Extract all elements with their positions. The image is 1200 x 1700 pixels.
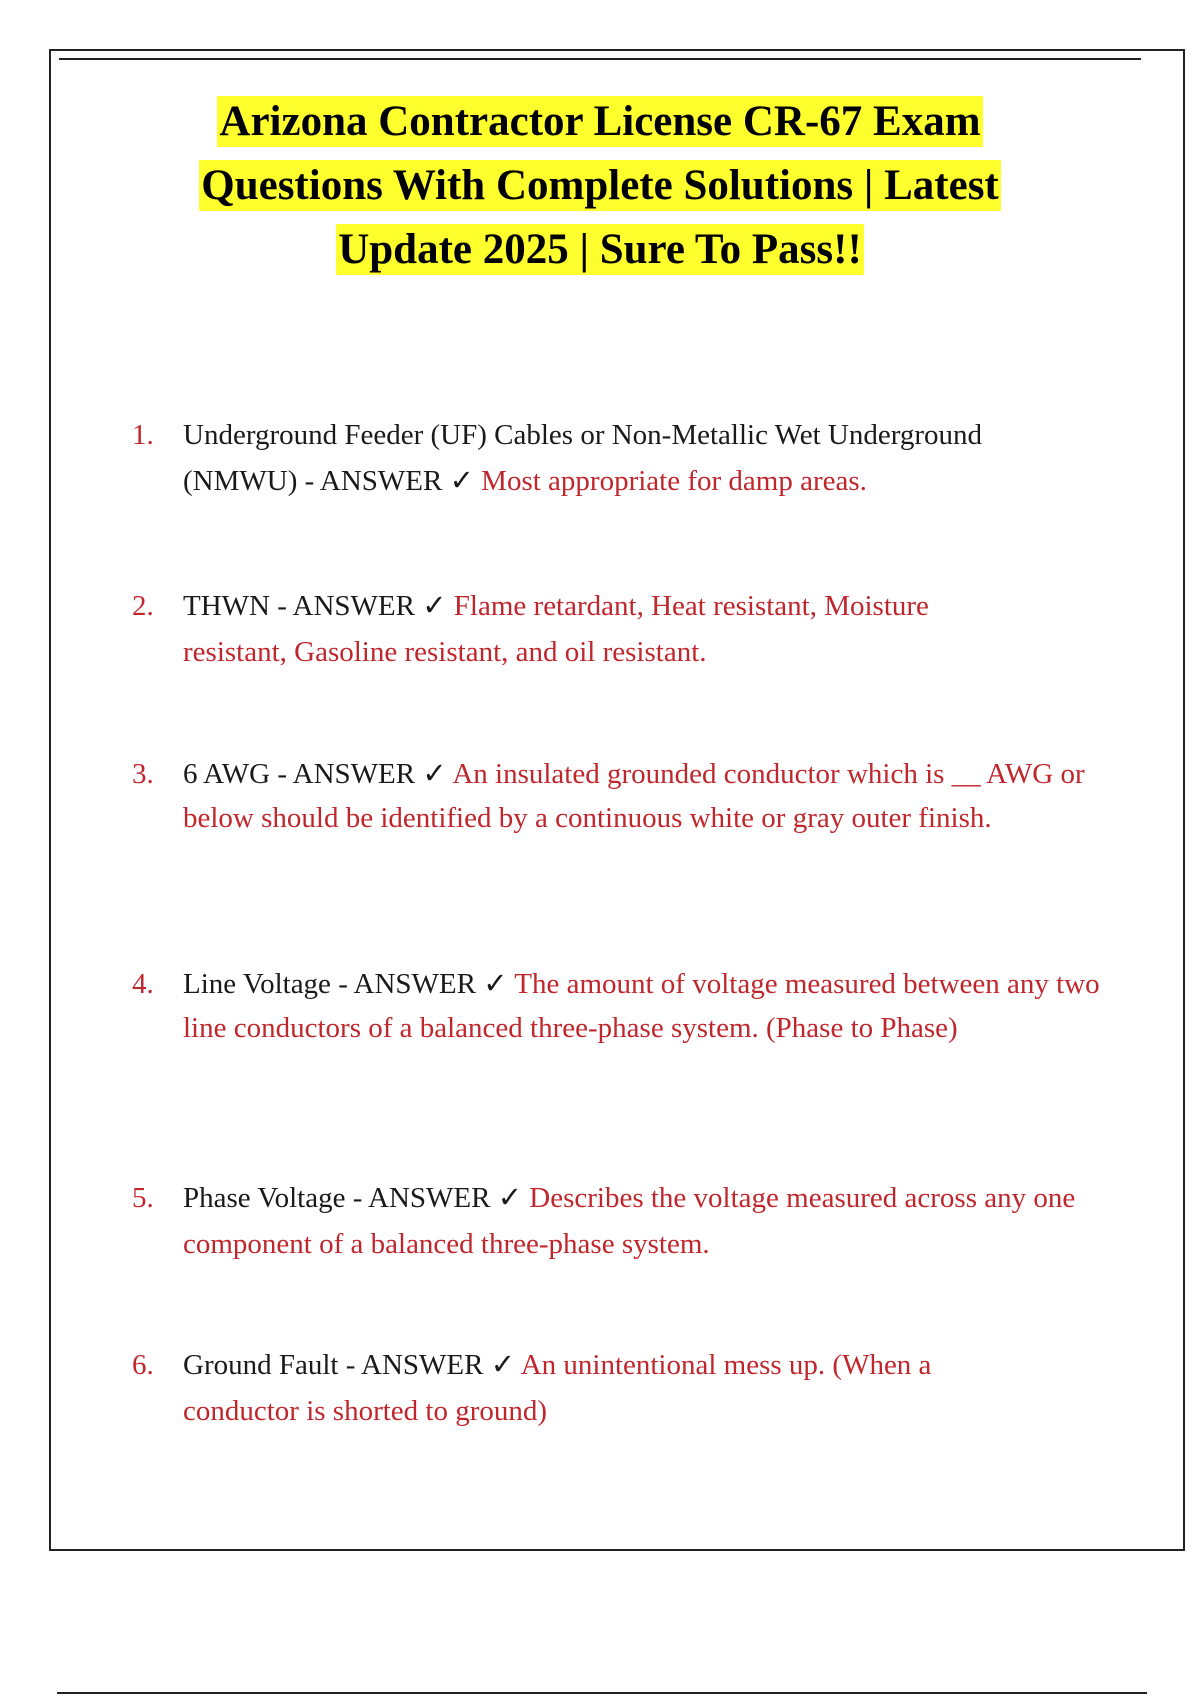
qa-item-1 [132, 412, 1092, 504]
answer-marker: - ANSWER ✓ [277, 590, 447, 622]
item-number: 2. [132, 590, 154, 622]
item-text [183, 1342, 1032, 1434]
item-answer: Flame retardant, Heat resistant, Moisture resistant, Gasoline resistant, and oil resistant. [183, 590, 929, 668]
item-answer: Describes the voltage measured across any one component of a balanced three-phase system. [183, 1182, 1076, 1260]
item-answer: An insulated grounded conductor which is __ AWG or below should be identified by a continuous white or gray outer finish. [183, 758, 1085, 834]
item-text [183, 1175, 1092, 1267]
item-question: THWN [183, 590, 270, 622]
item-question: Underground Feeder (UF) Cables or Non-Metallic Wet Underground (NMWU) [183, 419, 983, 497]
item-answer: An unintentional mess up. (When a conductor is shorted to ground) [183, 1349, 932, 1427]
title-line-1: Arizona Contractor License CR-67 Exam [219, 98, 981, 145]
item-question: Line Voltage [183, 968, 331, 1000]
item-answer: The amount of voltage measured between any two line conductors of a balanced three-phase system. (Phase to Phase) [183, 968, 1100, 1044]
title-line-2: Questions With Complete Solutions | Latest [201, 162, 999, 209]
qa-item-6 [132, 1342, 1032, 1434]
answer-marker: - ANSWER ✓ [338, 968, 508, 1000]
item-number: 3. [132, 758, 154, 790]
item-question: Ground Fault [183, 1349, 339, 1381]
item-number: 6. [132, 1349, 154, 1381]
top-rule [59, 58, 1141, 60]
item-text [183, 752, 1092, 840]
item-question: Phase Voltage [183, 1182, 346, 1214]
qa-item-5 [132, 1175, 1092, 1267]
item-answer: Most appropriate for damp areas. [481, 465, 867, 497]
item-number: 1. [132, 419, 154, 451]
item-question: 6 AWG [183, 758, 271, 790]
qa-item-3 [132, 752, 1092, 840]
title-line-3: Update 2025 | Sure To Pass!! [338, 226, 862, 273]
document-title [120, 90, 1080, 282]
item-text [183, 583, 1012, 675]
item-text [183, 962, 1112, 1050]
qa-item-4 [132, 962, 1112, 1050]
item-number: 5. [132, 1182, 154, 1214]
item-text [183, 412, 1092, 504]
answer-marker: - ANSWER ✓ [352, 1182, 523, 1214]
item-number: 4. [132, 968, 154, 1000]
qa-item-2 [132, 583, 1012, 675]
answer-marker: - ANSWER ✓ [304, 465, 474, 497]
bottom-rule [57, 1692, 1147, 1694]
answer-marker: - ANSWER ✓ [345, 1349, 516, 1381]
answer-marker: - ANSWER ✓ [277, 758, 447, 790]
